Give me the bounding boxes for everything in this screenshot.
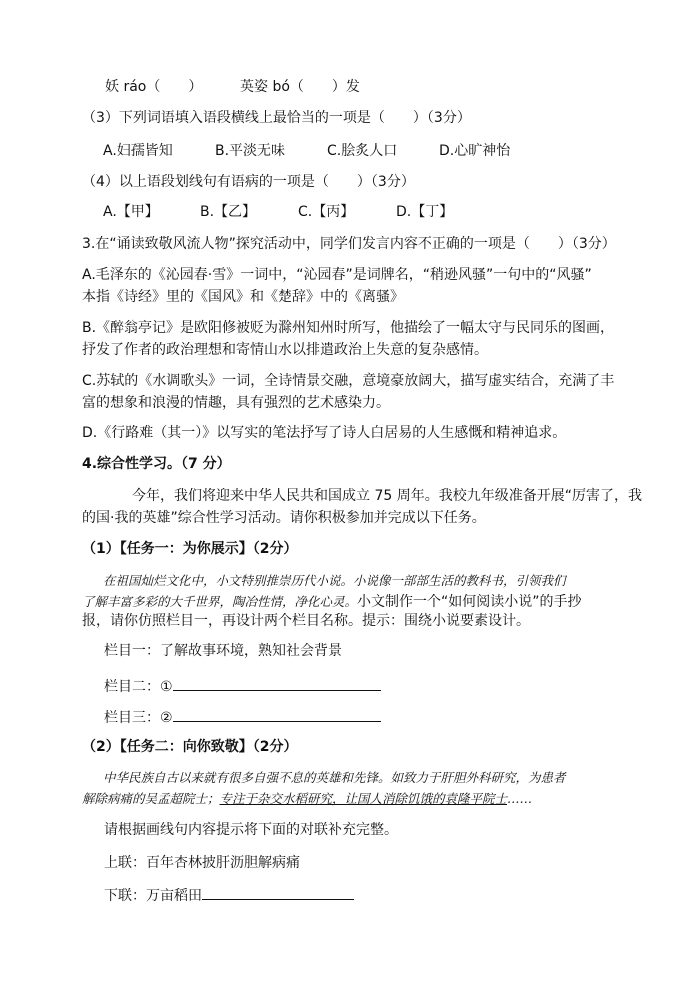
q3-option-c-line1: C.苏轼的《水调歌头》一词，全诗情景交融，意境豪放阔大，描写虚实结合，充满了丰: [82, 373, 615, 389]
q2-4-option-b: B.【乙】: [200, 204, 257, 220]
couplet-lower-label: 下联：万亩稻田: [104, 888, 202, 904]
task2-body-line1: 中华民族自古以来就有很多自强不息的英雄和先锋。如致力于肝胆外科研究，为患者: [103, 770, 566, 785]
task1-column3: [104, 706, 381, 728]
couplet-lower: [104, 884, 354, 906]
q3-stem: 3.在“诵读致敬风流人物”探究活动中，同学们发言内容不正确的一项是（ ）（3分）: [82, 236, 616, 252]
q4-intro-line1: 今年，我们将迎来中华人民共和国成立 75 周年。我校九年级准备开展“厉害了，我: [132, 488, 642, 504]
q4-intro-line2: 的国·我的英雄”综合性学习活动。请你积极参加并完成以下任务。: [82, 510, 486, 526]
q2-4-option-a: A.【甲】: [103, 204, 159, 220]
pinyin-yingzi: 英姿 bó（ ）发: [240, 79, 360, 95]
q2-4-option-d: D.【丁】: [396, 204, 454, 220]
q2-3-stem: （3）下列词语填入语段横线上最恰当的一项是（ ）（3分）: [82, 110, 471, 126]
couplet-lower-blank[interactable]: [202, 884, 354, 900]
q2-3-option-d: D.心旷神怡: [439, 143, 511, 159]
q4-title: 4.综合性学习。（7 分）: [82, 456, 231, 472]
task1-title: （1）【任务一：为你展示】（2分）: [82, 541, 298, 557]
q2-3-option-b: B.平淡无味: [215, 143, 286, 159]
task1-column2-label: 栏目二：①: [104, 679, 173, 695]
task1-column3-label: 栏目三：②: [104, 710, 173, 726]
q3-option-b-line1: B.《醉翁亭记》是欧阳修被贬为滁州知州时所写，他描绘了一幅太守与民同乐的图画，: [82, 320, 615, 336]
q2-3-option-c: C.脍炙人口: [327, 143, 398, 159]
q3-option-a-line2: 本指《诗经》里的《国风》和《楚辞》中的《离骚》: [82, 289, 404, 305]
task2-instruction: 请根据画线句内容提示将下面的对联补充完整。: [104, 822, 398, 838]
column3-answer-blank[interactable]: [173, 706, 381, 722]
task1-column1: 栏目一：了解故事环境，熟知社会背景: [104, 643, 342, 659]
task1-body-line1: 在祖国灿烂文化中，小文特别推崇历代小说。小说像一部部生活的教科书，引领我们: [103, 573, 566, 588]
q3-option-b-line2: 抒发了作者的政治理想和寄情山水以排遣政治上失意的复杂感情。: [82, 342, 488, 358]
q2-4-option-c: C.【丙】: [298, 204, 355, 220]
task1-body-line2-quote: 了解丰富多彩的大千世界，陶冶性情，净化心灵。: [82, 594, 358, 609]
column2-answer-blank[interactable]: [173, 675, 381, 691]
task2-title: （2）【任务二：向你致敬】（2分）: [82, 739, 298, 755]
task1-body-line3: 报，请你仿照栏目一，再设计两个栏目名称。提示：围绕小说要素设计。: [82, 613, 530, 629]
q2-4-stem: （4）以上语段划线句有语病的一项是（ ）（3分）: [82, 174, 415, 190]
q3-option-a-line1: A.毛泽东的《沁园春·雪》一词中，“沁园春”是词牌名，“稍逊风骚”一句中的“风骚”: [82, 267, 592, 283]
q2-3-option-a: A.妇孺皆知: [103, 143, 173, 159]
q3-option-d: D.《行路难（其一）》以写实的笔法抒写了诗人白居易的人生感慨和精神追求。: [82, 425, 567, 441]
task1-body-line2-rest: 小文制作一个“如何阅读小说”的手抄: [357, 594, 582, 610]
task2-underlined-sentence: 专注于杂交水稻研究，让国人消除饥饿的袁隆平院士: [219, 791, 508, 806]
couplet-upper: 上联：百年杏林披肝沥胆解病痛: [104, 855, 300, 871]
q3-option-c-line2: 富的想象和浪漫的情趣，具有强烈的艺术感染力。: [82, 395, 390, 411]
pinyin-yao: 妖 ráo（ ）: [105, 79, 203, 95]
task1-column2: [104, 675, 381, 697]
task2-body-line2-a: 解除病痛的吴孟超院士；: [82, 791, 220, 806]
task2-body-line2-c: ……: [507, 791, 533, 806]
task2-body-line2: [82, 789, 532, 809]
task1-body-line2: [82, 592, 582, 612]
